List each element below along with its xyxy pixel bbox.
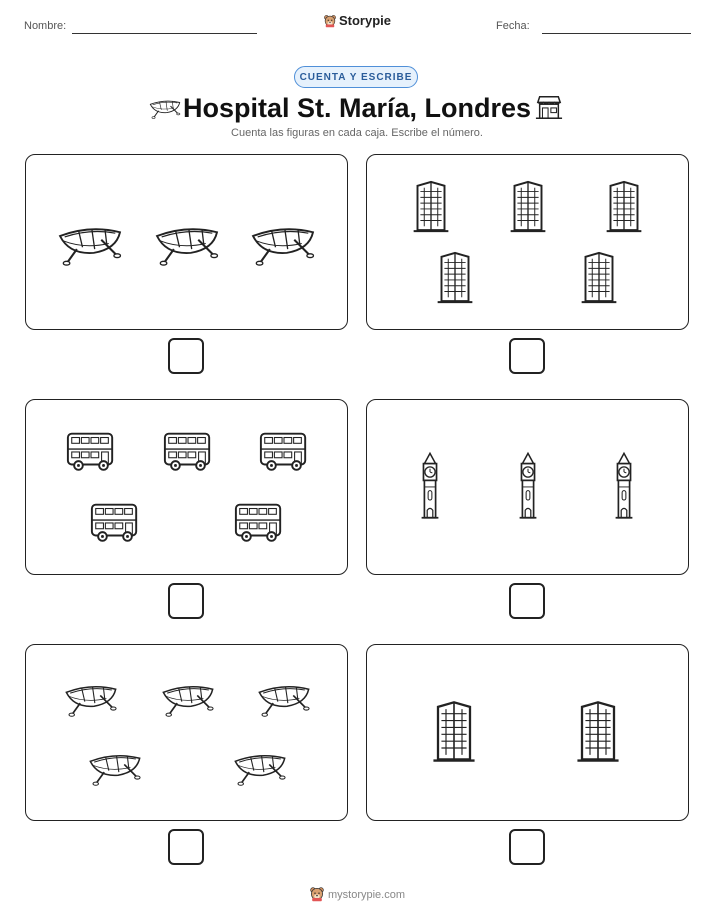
answer-box-3[interactable] xyxy=(168,583,204,619)
rowboat-icon xyxy=(153,221,221,266)
rowboat-icon xyxy=(56,221,124,266)
answer-box-4[interactable] xyxy=(509,583,545,619)
date-line[interactable] xyxy=(542,33,691,34)
brand xyxy=(0,13,714,28)
page-title: Hospital St. María, Londres xyxy=(182,93,532,123)
name-label: Nombre: xyxy=(24,20,67,32)
footer-site[interactable]: mystorypie.com xyxy=(327,889,406,901)
answer-box-1[interactable] xyxy=(168,338,204,374)
name-line[interactable] xyxy=(72,33,257,34)
skyscraper-icon xyxy=(435,251,475,305)
answer-box-2[interactable] xyxy=(509,338,545,374)
date-label: Fecha: xyxy=(496,20,530,32)
double-decker-bus-icon xyxy=(258,430,310,472)
skyscraper-icon xyxy=(579,251,619,305)
skyscraper-icon xyxy=(604,180,644,234)
double-decker-bus-icon xyxy=(65,430,117,472)
rowboat-icon xyxy=(249,221,317,266)
bear-logo-icon xyxy=(323,14,337,28)
instructions: Cuenta las figuras en cada caja. Escribe el número. xyxy=(231,127,483,139)
skyscraper-icon xyxy=(508,180,548,234)
rowboat-icon xyxy=(160,680,216,717)
rowboat-icon xyxy=(256,680,312,717)
activity-badge: CUENTA Y ESCRIBE xyxy=(294,66,418,88)
count-panel-1 xyxy=(25,154,348,330)
clock-tower-icon xyxy=(514,450,542,522)
count-panel-5 xyxy=(25,644,348,821)
skyscraper-icon xyxy=(411,180,451,234)
double-decker-bus-icon xyxy=(233,501,285,543)
count-panel-2 xyxy=(366,154,689,330)
count-panel-6 xyxy=(366,644,689,821)
storefront-icon xyxy=(534,93,564,121)
clock-tower-icon xyxy=(416,450,444,522)
double-decker-bus-icon xyxy=(162,430,214,472)
rowboat-icon xyxy=(87,749,143,786)
rowboat-icon xyxy=(63,680,119,717)
footer xyxy=(0,886,714,902)
skyscraper-icon xyxy=(431,700,477,764)
double-decker-bus-icon xyxy=(89,501,141,543)
rowboat-icon xyxy=(232,749,288,786)
clock-tower-icon xyxy=(610,450,638,522)
answer-box-6[interactable] xyxy=(509,829,545,865)
bear-logo-icon xyxy=(309,886,325,902)
skyscraper-icon xyxy=(575,700,621,764)
count-panel-4 xyxy=(366,399,689,575)
count-panel-3 xyxy=(25,399,348,575)
answer-box-5[interactable] xyxy=(168,829,204,865)
brand-name: Storypie xyxy=(338,13,391,28)
